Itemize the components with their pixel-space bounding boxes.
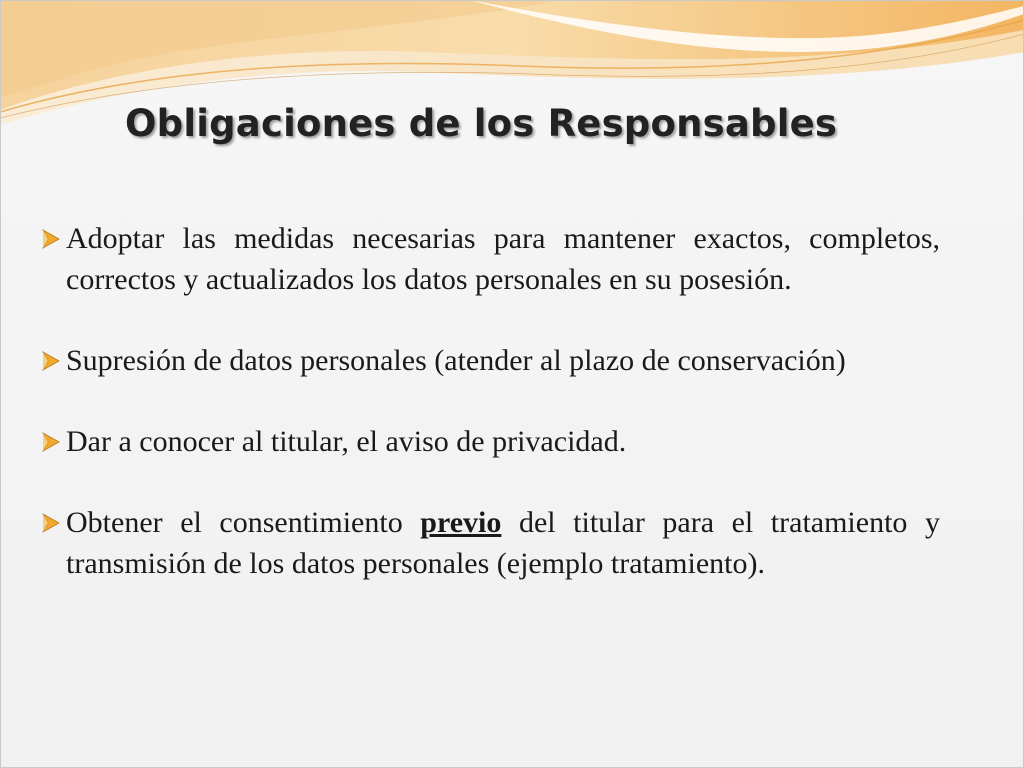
bullet-item	[40, 502, 940, 584]
slide-title: Obligaciones de los Responsables	[125, 102, 838, 145]
bullet-item	[40, 218, 940, 300]
arrow-bullet-icon	[40, 421, 66, 462]
bullet-text-before: Obtener el consentimiento	[66, 506, 421, 539]
emphasis-previo: previo	[420, 506, 502, 539]
bullet-list	[40, 218, 940, 624]
arrow-bullet-icon	[40, 502, 66, 543]
bullet-text-after: del titular para el tratamiento y transmisión de los datos personales (ejemplo tratamiento).	[66, 506, 940, 580]
bullet-text: Dar a conocer al titular, el aviso de privacidad.	[66, 425, 627, 458]
bullet-item	[40, 340, 940, 381]
bullet-text: Supresión de datos personales (atender al plazo de conservación)	[66, 344, 846, 377]
bullet-text	[66, 502, 940, 584]
bullet-text: Adoptar las medidas necesarias para mantener exactos, completos, correctos y actualizados los datos personales en su posesión.	[66, 222, 940, 296]
bullet-item	[40, 421, 940, 462]
arrow-bullet-icon	[40, 218, 66, 259]
arrow-bullet-icon	[40, 340, 66, 381]
